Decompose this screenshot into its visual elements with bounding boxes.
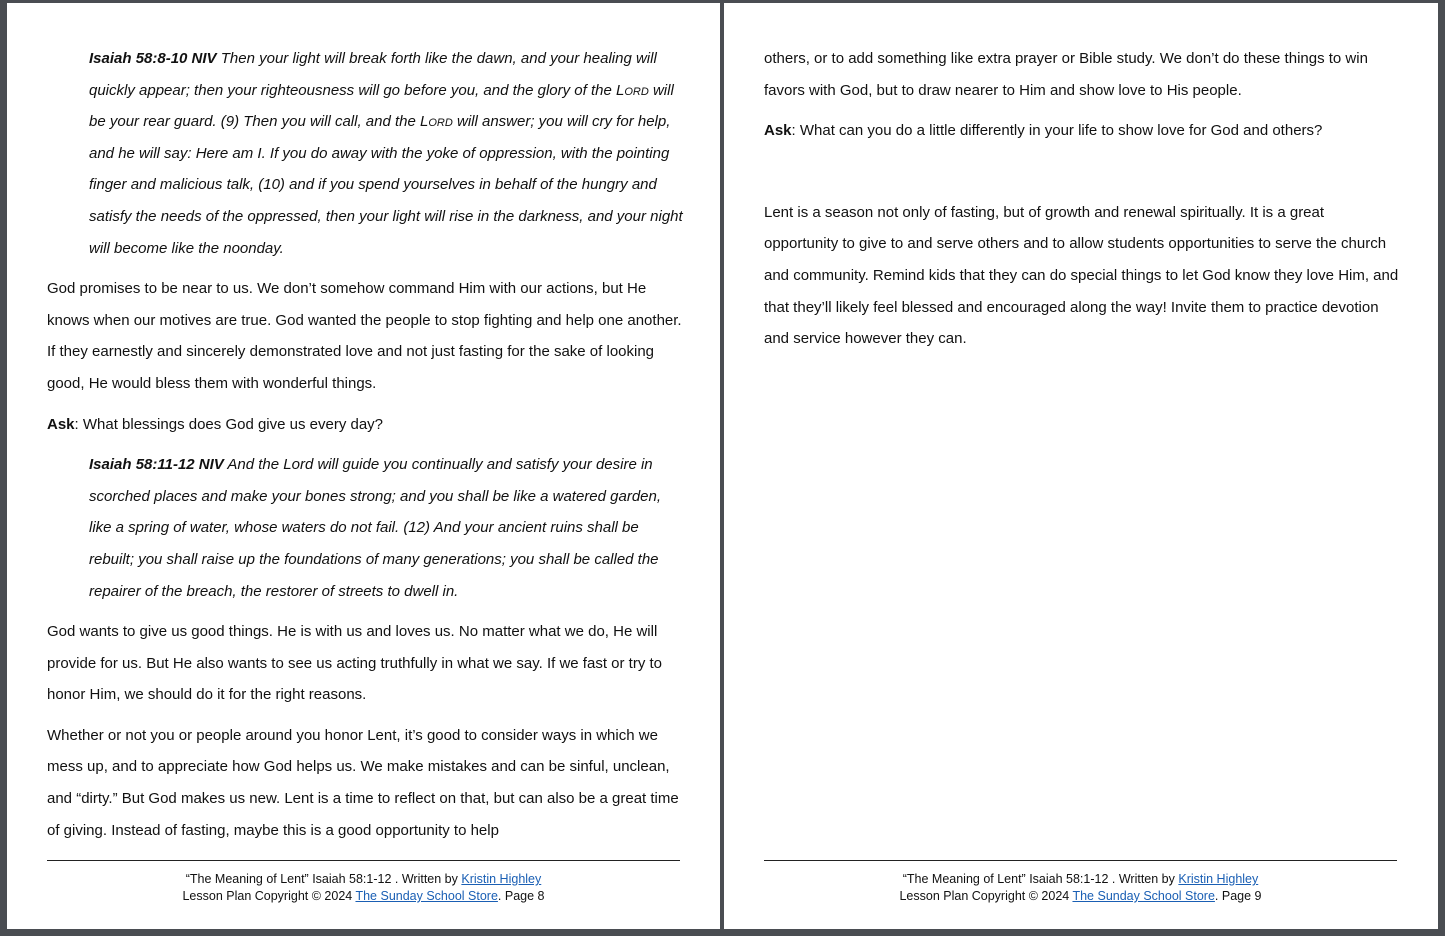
footer-line-1 [764, 871, 1397, 888]
ask-text: : What can you do a little differently in your life to show love for God and others? [791, 122, 1323, 140]
page-content [764, 43, 1400, 364]
footer-copyright: Lesson Plan Copyright © 2024 [899, 889, 1073, 903]
ask-question [47, 409, 683, 441]
footer-divider [764, 860, 1397, 861]
footer-line-1 [47, 871, 680, 888]
footer-divider [47, 860, 680, 861]
scripture-reference: Isaiah 58:11-12 NIV [89, 456, 224, 474]
scripture-text-lord: Lord [420, 113, 453, 131]
store-link[interactable]: The Sunday School Store [355, 889, 498, 903]
blank-space [764, 156, 1400, 197]
ask-question [764, 115, 1400, 147]
footer-title: “The Meaning of Lent” Isaiah 58:1-12 . Written by [185, 872, 462, 886]
ask-text: : What blessings does God give us every day? [74, 415, 384, 433]
scripture-text: will answer; you will cry for help, and he will say: Here am I. If you do away with the yoke of oppression, with the pointing finger and malicious talk, (10) and if you spend yourselves in behalf of the hungry and satisfy the needs of the oppressed, then your light will rise in the darkness, and your night will become like the noonday. [89, 113, 683, 257]
page-footer [764, 871, 1397, 905]
store-link[interactable]: The Sunday School Store [1072, 889, 1215, 903]
scripture-quote-isaiah-58-8-10 [89, 43, 683, 264]
page-footer [47, 871, 680, 905]
ask-label: Ask [764, 122, 792, 140]
author-link[interactable]: Kristin Highley [461, 872, 542, 886]
document-page-8 [7, 3, 720, 929]
scripture-reference: Isaiah 58:8-10 NIV [89, 50, 217, 67]
scripture-text-lord: Lord [616, 81, 649, 99]
scripture-text: Then your light will break forth like the dawn, and your healing will quickly appear; then your righteousness will go before you, and the glory of the [89, 50, 657, 99]
scripture-quote-isaiah-58-11-12 [89, 449, 683, 607]
footer-line-2 [47, 888, 680, 905]
body-paragraph: Lent is a season not only of fasting, but of growth and renewal spiritually. It is a great opportunity to give to and serve others and to allow students opportunities to serve the church and community. Remind kids that they can do special things to let God know they love Him, and that they’ll likely feel blessed and encouraged along the way! Invite them to practice devotion and service however they can. [764, 203, 1399, 348]
ask-label: Ask [47, 415, 75, 433]
page-content [47, 43, 683, 855]
body-paragraph: God promises to be near to us. We don’t somehow command Him with our actions, but He knows when our motives are true. God wanted the people to stop fighting and help one another. If they earnestly and sincerely demonstrated love and not just fasting for the sake of looking good, He would bless them with wonderful things. [47, 280, 682, 392]
page-number: . Page 9 [1214, 889, 1262, 903]
footer-title: “The Meaning of Lent” Isaiah 58:1-12 . Written by [902, 872, 1179, 886]
author-link[interactable]: Kristin Highley [1178, 872, 1259, 886]
scripture-text: will be your rear guard. (9) Then you will call, and the [89, 81, 674, 131]
body-paragraph: God wants to give us good things. He is with us and loves us. No matter what we do, He will provide for us. But He also wants to see us acting truthfully in what we say. If we fast or try to honor Him, we should do it for the right reasons. [47, 623, 662, 704]
body-paragraph: others, or to add something like extra prayer or Bible study. We don’t do these things to win favors with God, but to draw nearer to Him and show love to His people. [764, 50, 1368, 99]
footer-line-2 [764, 888, 1397, 905]
document-page-9 [724, 3, 1438, 929]
footer-copyright: Lesson Plan Copyright © 2024 [182, 889, 356, 903]
page-number: . Page 8 [497, 889, 545, 903]
body-paragraph: Whether or not you or people around you honor Lent, it’s good to consider ways in which we mess up, and to appreciate how God helps us. We make mistakes and can be sinful, unclean, and “dirty.” But God makes us new. Lent is a time to reflect on that, but can also be a great time of giving. Instead of fasting, maybe this is a good opportunity to help [47, 726, 679, 839]
scripture-text: And the Lord will guide you continually and satisfy your desire in scorched places and make your bones strong; and you shall be like a watered garden, like a spring of water, whose waters do not fail. (12) And your ancient ruins shall be rebuilt; you shall raise up the foundations of many generations; you shall be called the repairer of the breach, the restorer of streets to dwell in. [89, 456, 662, 600]
